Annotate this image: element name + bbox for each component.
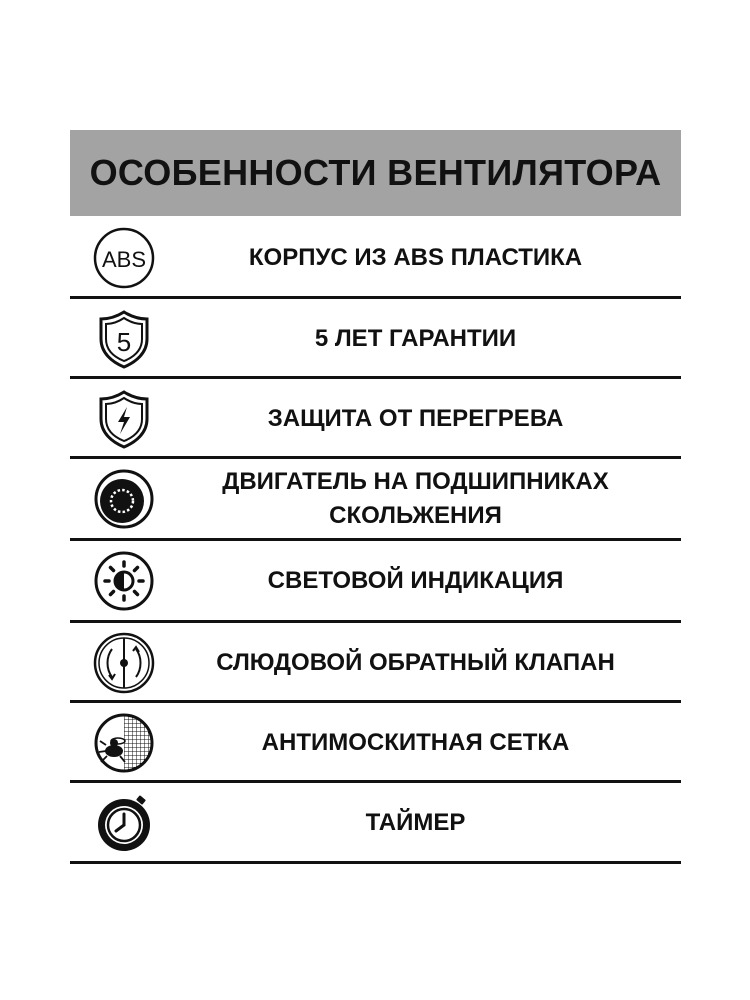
feature-label: 5 ЛЕТ ГАРАНТИИ bbox=[314, 325, 517, 352]
divider bbox=[70, 700, 681, 703]
feature-label: ЗАЩИТА ОТ ПЕРЕГРЕВА bbox=[267, 405, 564, 432]
divider bbox=[70, 538, 681, 541]
divider bbox=[70, 861, 681, 864]
feature-row-overheat bbox=[70, 380, 681, 458]
svg-text:ABS: ABS bbox=[101, 247, 147, 272]
check-valve-icon bbox=[92, 631, 156, 695]
feature-row-abs bbox=[70, 219, 681, 297]
bearing-motor-icon bbox=[92, 467, 156, 531]
feature-row-valve bbox=[70, 624, 681, 702]
page-title: ОСОБЕННОСТИ ВЕНТИЛЯТОРА bbox=[89, 152, 662, 193]
divider bbox=[70, 620, 681, 623]
feature-row-bearing bbox=[70, 460, 681, 538]
feature-label: АНТИМОСКИТНАЯ СЕТКА bbox=[261, 729, 570, 756]
timer-icon bbox=[92, 791, 156, 855]
header-banner bbox=[70, 130, 681, 216]
svg-text:5: 5 bbox=[116, 327, 132, 357]
abs-icon bbox=[92, 226, 156, 290]
shield-lightning-icon bbox=[92, 387, 156, 451]
light-indicator-icon bbox=[92, 549, 156, 613]
feature-label: СЛЮДОВОЙ ОБРАТНЫЙ КЛАПАН bbox=[216, 649, 615, 676]
divider bbox=[70, 296, 681, 299]
feature-label: ДВИГАТЕЛЬ НА ПОДШИПНИКАХ СКОЛЬЖЕНИЯ bbox=[222, 468, 609, 529]
feature-row-light bbox=[70, 542, 681, 620]
feature-row-timer bbox=[70, 784, 681, 862]
mosquito-net-icon bbox=[92, 711, 156, 775]
feature-row-mosquito bbox=[70, 704, 681, 782]
feature-row-warranty bbox=[70, 300, 681, 378]
shield-5-icon bbox=[92, 307, 156, 371]
divider bbox=[70, 376, 681, 379]
feature-label: КОРПУС ИЗ ABS ПЛАСТИКА bbox=[248, 244, 583, 271]
divider bbox=[70, 780, 681, 783]
divider bbox=[70, 456, 681, 459]
feature-label: ТАЙМЕР bbox=[365, 809, 466, 836]
feature-label: СВЕТОВОЙ ИНДИКАЦИЯ bbox=[267, 567, 564, 594]
